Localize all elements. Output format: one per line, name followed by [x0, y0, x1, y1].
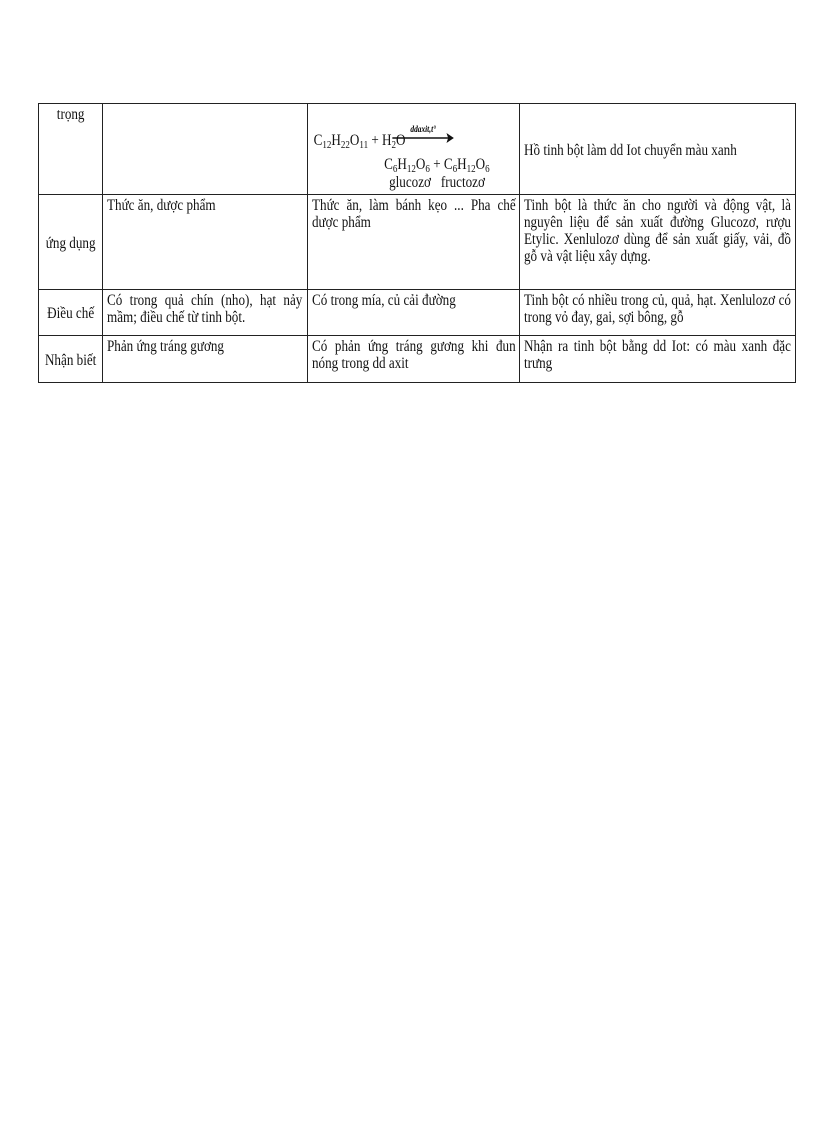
table-row [39, 290, 796, 336]
table-cell [103, 104, 307, 195]
cell-text: Thức ăn, dược phẩm [107, 197, 216, 214]
cell-text: Thức ăn, làm bánh kẹo ... Pha chế dược phẩm [311, 197, 516, 231]
table-cell [307, 336, 520, 383]
product-names: glucozơ fructozơ [388, 174, 485, 191]
table-cell [520, 336, 796, 383]
cell-text: Tinh bột có nhiều trong củ, quả, hạt. Xenlulozơ có trong vỏ đay, gai, sợi bông, gỗ [524, 292, 792, 326]
equation-products: $C_6H_{12}O_6 + C_6H_{12}O_6$ [383, 156, 490, 175]
row-label-text: Điều chế [47, 305, 95, 322]
table-row [39, 195, 796, 290]
cell-text: Hồ tinh bột làm dd Iot chuyển màu xanh [524, 141, 737, 159]
table-cell [520, 290, 796, 336]
table-cell [103, 290, 307, 336]
table-cell [103, 336, 307, 383]
cell-text: Nhận ra tinh bột bằng dd Iot: có màu xanh đặc trưng [524, 338, 792, 372]
equation-reactants: $C_{12}H_{22}O_{11} + H_2O$ [313, 132, 406, 151]
table-cell [520, 104, 796, 195]
cell-text: Phản ứng tráng gương [107, 338, 225, 355]
row-label [39, 104, 103, 195]
row-label-text: trọng [56, 106, 85, 123]
table-cell [307, 195, 520, 290]
row-label [39, 336, 103, 383]
hydrolysis-equation [312, 106, 516, 192]
cell-text: Có trong quả chín (nho), hạt nảy mầm; điều chế từ tinh bột. [107, 292, 303, 326]
cell-text: Có trong mía, củ cải đường [311, 292, 456, 309]
row-label [39, 290, 103, 336]
comparison-table [38, 103, 796, 383]
row-label-text: ứng dụng [45, 234, 96, 252]
reaction-condition: ddaxit,t° [409, 124, 436, 135]
cell-text: Tinh bột là thức ăn cho người và động vật, là nguyên liệu để sản xuất đường Glucozơ, rượu Etylic. Xenlulozơ dùng để sản xuất giấy, vải, đồ gỗ và vật liệu xây dựng. [524, 197, 792, 265]
row-label [39, 195, 103, 290]
row-label-text: Nhận biết [44, 351, 97, 369]
table-cell [103, 195, 307, 290]
equation-cell [307, 104, 520, 195]
table-row [39, 336, 796, 383]
cell-text: Có phản ứng tráng gương khi đun nóng trong dd axit [311, 338, 516, 372]
table-cell [520, 195, 796, 290]
table-cell [307, 290, 520, 336]
table-row [39, 104, 796, 195]
reaction-arrow-icon [390, 124, 454, 148]
